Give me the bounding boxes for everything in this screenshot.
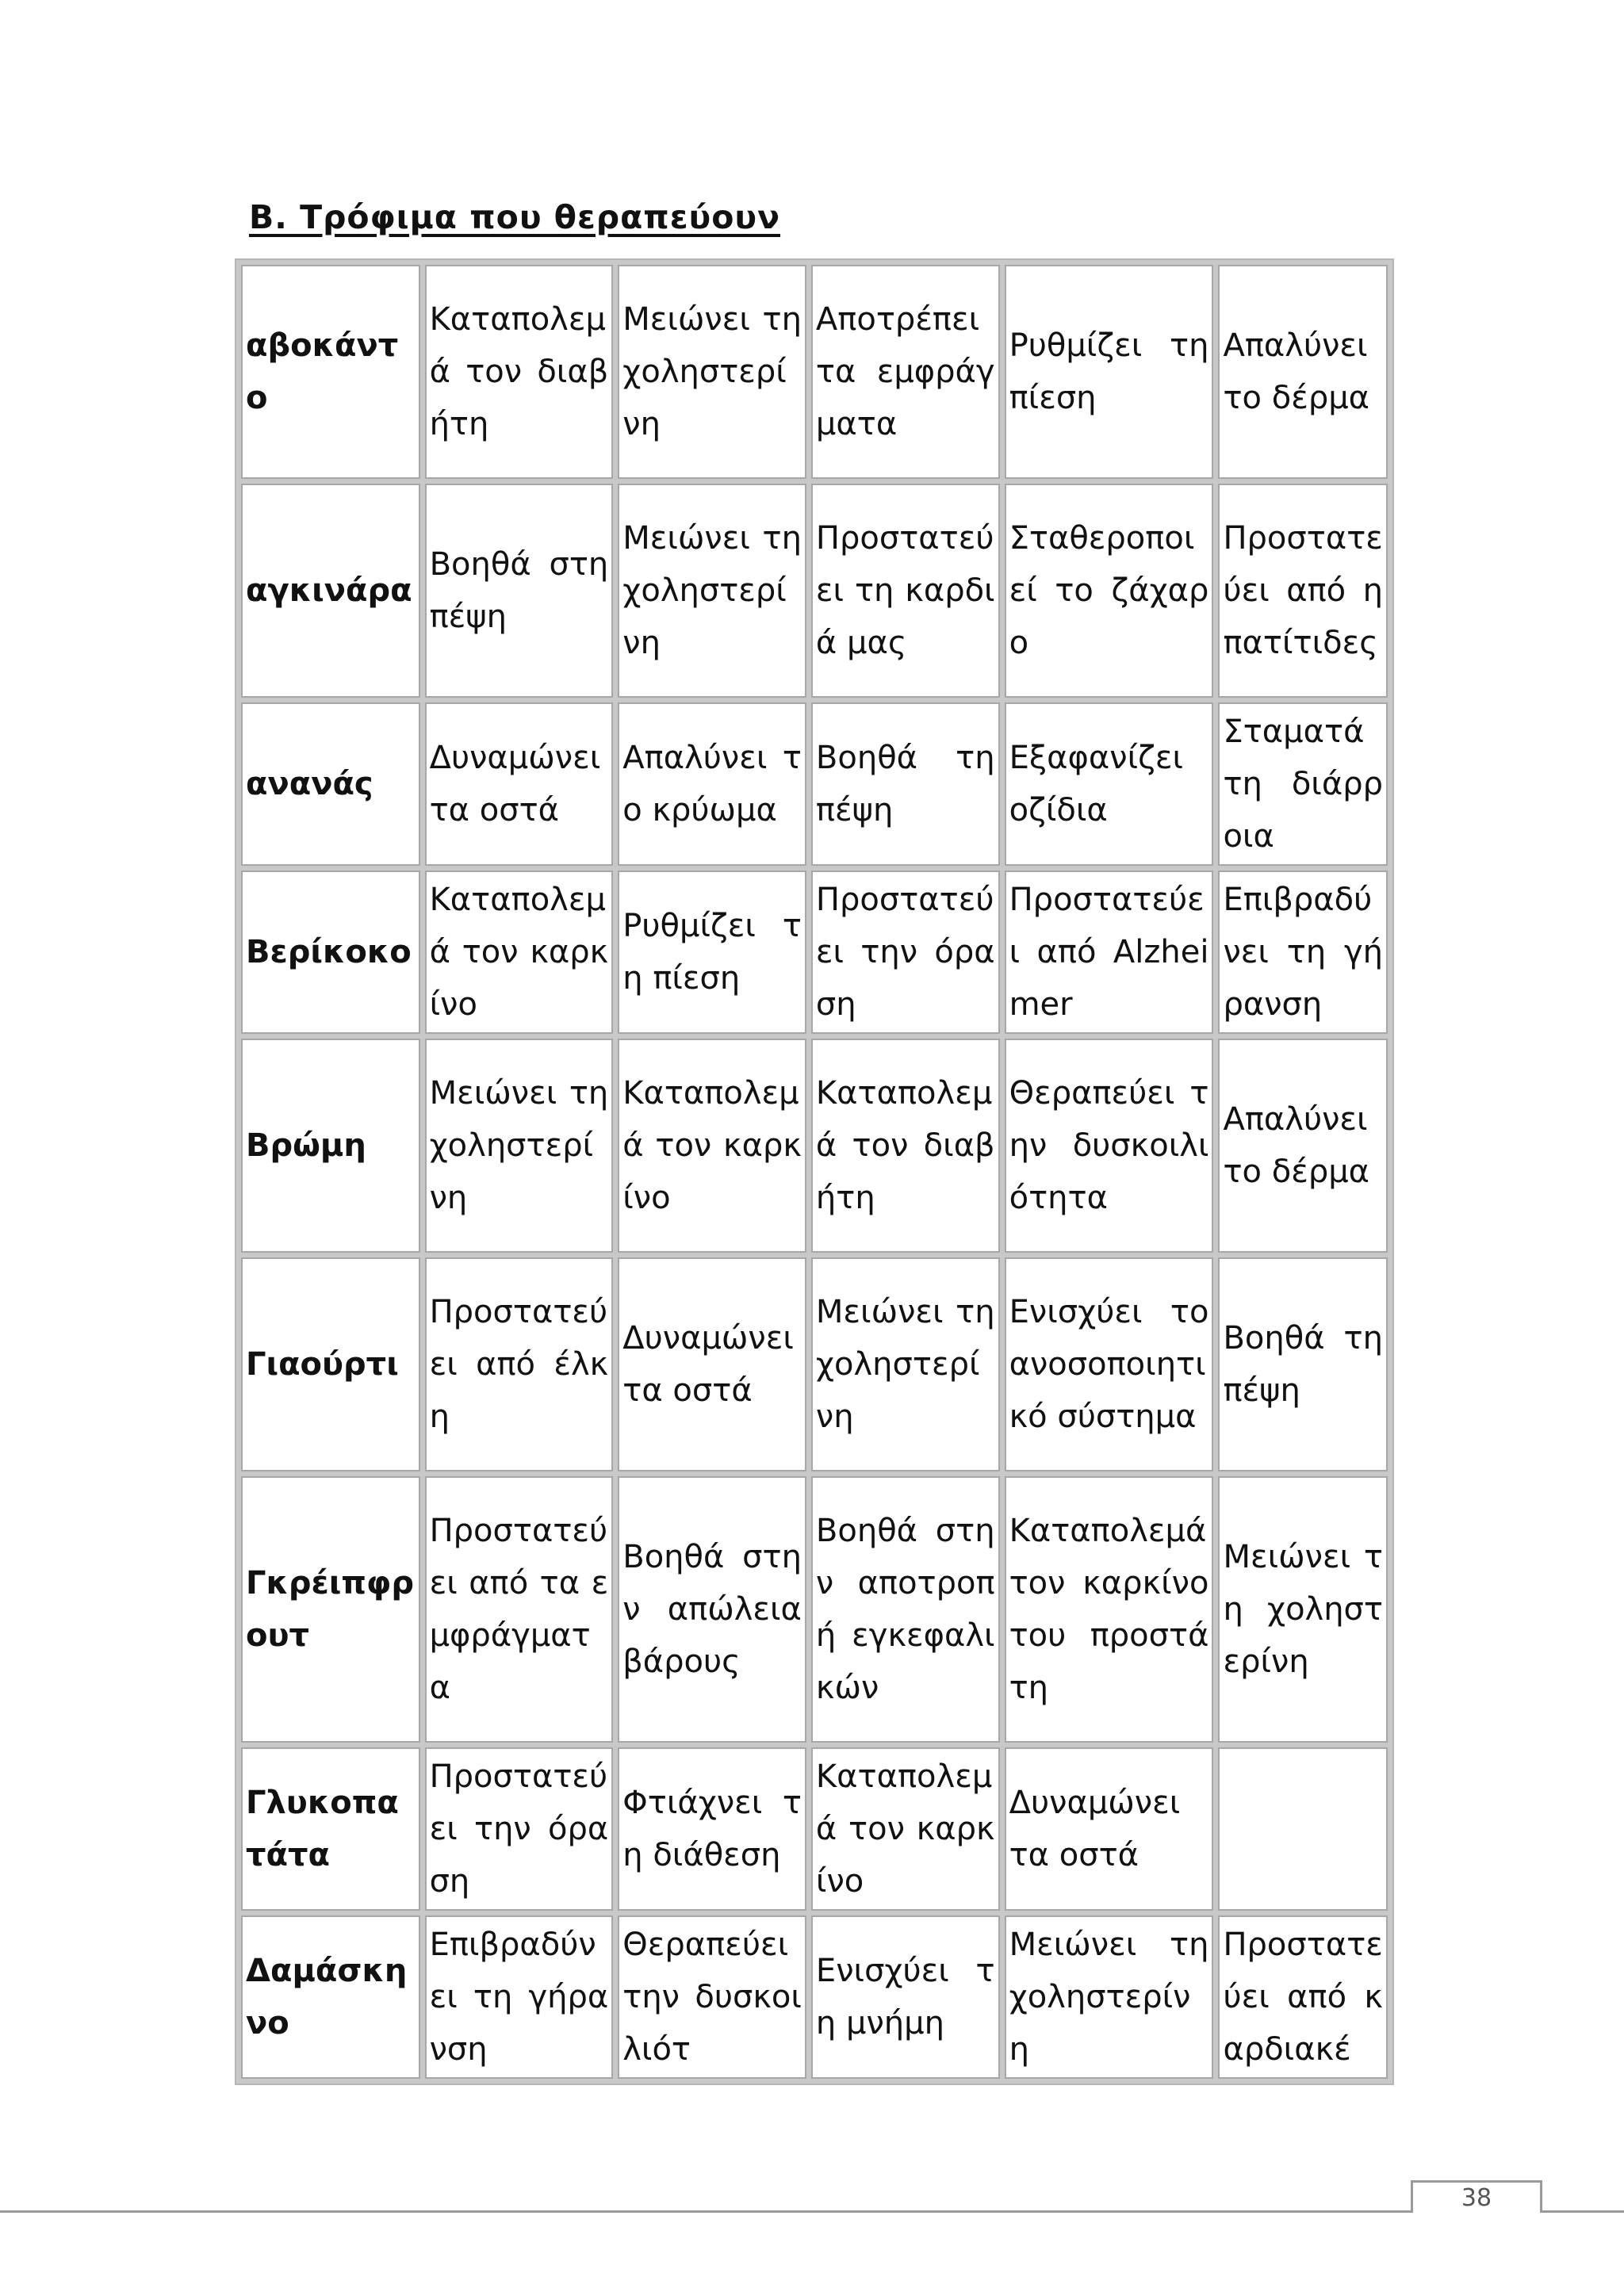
benefit-cell: Θεραπεύει την δυσκοιλιότ <box>618 1915 806 2079</box>
page-number: 38 <box>1411 2180 1542 2213</box>
food-name-cell: Γκρέιπφρουτ <box>241 1476 420 1743</box>
benefit-cell: Προστατεύει από ηπατίτιδες <box>1218 484 1388 698</box>
benefit-cell: Φτιάχνει τη διάθεση <box>618 1747 806 1911</box>
benefit-cell: Δυναμώνει τα οστά <box>618 1257 806 1471</box>
benefit-cell: Δυναμώνει τα οστά <box>1005 1747 1214 1911</box>
benefit-cell: Προστατεύει από έλκη <box>425 1257 614 1471</box>
benefit-cell <box>1218 1747 1388 1911</box>
table-row <box>241 1039 1388 1253</box>
food-name-cell: Γλυκοπατάτα <box>241 1747 420 1911</box>
benefit-cell: Μειώνει τη χοληστερίνη <box>1218 1476 1388 1743</box>
benefit-cell: Προστατεύει από τα εμφράγματα <box>425 1476 614 1743</box>
benefit-cell: Καταπολεμά τον καρκίνο του προστάτη <box>1005 1476 1214 1743</box>
benefit-cell: Καταπολεμά τον καρκίνο <box>425 871 614 1034</box>
benefit-cell: Αποτρέπει τα εμφράγματα <box>811 265 1000 479</box>
benefit-cell: Επιβραδύνει τη γήρανση <box>1218 871 1388 1034</box>
table-row <box>241 1257 1388 1471</box>
benefit-cell: Καταπολεμά τον διαβήτη <box>811 1039 1000 1253</box>
benefit-cell: Προστατεύει από καρδιακέ <box>1218 1915 1388 2079</box>
benefit-cell: Σταματά τη διάρροια <box>1218 702 1388 866</box>
table-row <box>241 265 1388 479</box>
benefit-cell: Καταπολεμά τον διαβήτη <box>425 265 614 479</box>
table-row <box>241 702 1388 866</box>
food-name-cell: Βερίκοκο <box>241 871 420 1034</box>
benefit-cell: Ενισχύει το ανοσοποιητικό σύστημα <box>1005 1257 1214 1471</box>
benefit-cell: Ρυθμίζει τη πίεση <box>618 871 806 1034</box>
benefit-cell: Επιβραδύνει τη γήρανση <box>425 1915 614 2079</box>
food-name-cell: Βρώμη <box>241 1039 420 1253</box>
table-row <box>241 871 1388 1034</box>
benefit-cell: Θεραπεύει την δυσκοιλιότητα <box>1005 1039 1214 1253</box>
benefit-cell: Μειώνει τη χοληστερίνη <box>811 1257 1000 1471</box>
benefit-cell: Προστατεύει την όραση <box>425 1747 614 1911</box>
benefit-cell: Προστατεύει την όραση <box>811 871 1000 1034</box>
food-name-cell: αγκινάρα <box>241 484 420 698</box>
benefit-cell: Σταθεροποιεί το ζάχαρο <box>1005 484 1214 698</box>
table-row <box>241 484 1388 698</box>
benefit-cell: Βοηθά στη πέψη <box>425 484 614 698</box>
table-row <box>241 1476 1388 1743</box>
food-name-cell: αβοκάντο <box>241 265 420 479</box>
benefit-cell: Μειώνει τη χοληστερίνη <box>618 265 806 479</box>
benefit-cell: Απαλύνει το κρύωμα <box>618 702 806 866</box>
benefit-cell: Δυναμώνει τα οστά <box>425 702 614 866</box>
benefit-cell: Βοηθά τη πέψη <box>1218 1257 1388 1471</box>
benefit-cell: Βοηθά στην αποτροπή εγκεφαλικών <box>811 1476 1000 1743</box>
table-row <box>241 1747 1388 1911</box>
benefit-cell: Ενισχύει τη μνήμη <box>811 1915 1000 2079</box>
benefit-cell: Μειώνει τη χοληστερίνη <box>1005 1915 1214 2079</box>
benefit-cell: Μειώνει τη χοληστερίνη <box>425 1039 614 1253</box>
section-heading: Β. Τρόφιμα που θεραπεύουν <box>249 198 781 236</box>
benefit-cell: Απαλύνει το δέρμα <box>1218 1039 1388 1253</box>
table-row <box>241 1915 1388 2079</box>
food-name-cell: ανανάς <box>241 702 420 866</box>
benefit-cell: Ρυθμίζει τη πίεση <box>1005 265 1214 479</box>
benefit-cell: Βοηθά στην απώλεια βάρους <box>618 1476 806 1743</box>
food-name-cell: Δαμάσκηνο <box>241 1915 420 2079</box>
benefit-cell: Βοηθά τη πέψη <box>811 702 1000 866</box>
benefit-cell: Απαλύνει το δέρμα <box>1218 265 1388 479</box>
benefit-cell: Προστατεύει από Alzheimer <box>1005 871 1214 1034</box>
benefit-cell: Μειώνει τη χοληστερίνη <box>618 484 806 698</box>
benefit-cell: Καταπολεμά τον καρκίνο <box>811 1747 1000 1911</box>
benefit-cell: Εξαφανίζει οζίδια <box>1005 702 1214 866</box>
benefit-cell: Καταπολεμά τον καρκίνο <box>618 1039 806 1253</box>
foods-table <box>235 258 1394 2085</box>
footer-divider <box>0 2210 1624 2213</box>
food-name-cell: Γιαούρτι <box>241 1257 420 1471</box>
benefit-cell: Προστατεύει τη καρδιά μας <box>811 484 1000 698</box>
